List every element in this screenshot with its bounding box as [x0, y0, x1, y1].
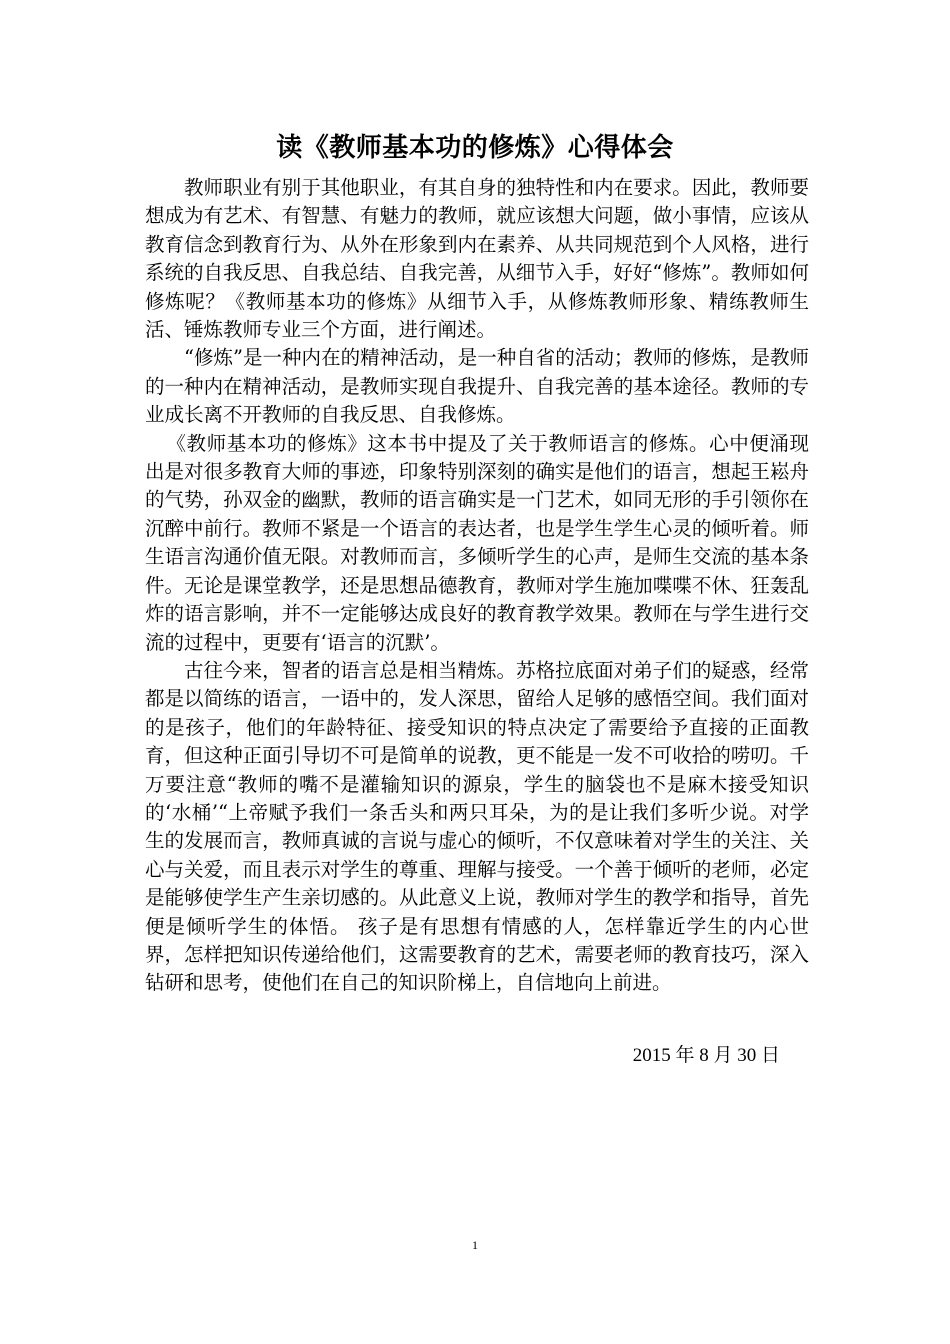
page-number: 1: [472, 1238, 478, 1252]
paragraph-3: 《教师基本功的修炼》这本书中提及了关于教师语言的修炼。心中便涌现出是对很多教育大师的事迹，印象特别深刻的确实是他们的语言，想起王崧舟的气势，孙双金的幽默，教师的语言确实是一门艺术，如同无形的手引领你在沉醉中前行。教师不紧是一个语言的表达者，也是学生学生心灵的倾听着。师生语言沟通价值无限。对教师而言，多倾听学生的心声，是师生交流的基本条件。无论是课堂教学，还是思想品德教育，教师对学生施加喋喋不休、狂轰乱炸的语言影响，并不一定能够达成良好的教育教学效果。教师在与学生进行交流的过程中，更要有‘语言的沉默’。: [145, 431, 809, 654]
document-date: 2015 年 8 月 30 日: [632, 1045, 780, 1066]
paragraph-1: 教师职业有别于其他职业，有其自身的独特性和内在要求。因此，教师要想成为有艺术、有智慧、有魅力的教师，就应该想大问题，做小事情，应该从教育信念到教育行为、从外在形象到内在素养、从共同规范到个人风格，进行系统的自我反思、自我总结、自我完善，从细节入手，好好“修炼”。教师如何修炼呢？《教师基本功的修炼》从细节入手，从修炼教师形象、精练教师生活、锤炼教师专业三个方面，进行阐述。: [145, 176, 809, 342]
paragraph-4: 古往今来，智者的语言总是相当精炼。苏格拉底面对弟子们的疑惑，经常都是以简练的语言，一语中的，发人深思，留给人足够的感悟空间。我们面对的是孩子，他们的年龄特征、接受知识的特点决定了需要给予直接的正面教育，但这种正面引导切不可是简单的说教，更不能是一发不可收拾的唠叨。千万要注意“教师的嘴不是灌输知识的源泉，学生的脑袋也不是麻木接受知识的‘水桶’“上帝赋予我们一条舌头和两只耳朵，为的是让我们多听少说。对学生的发展而言，教师真诚的言说与虚心的倾听，不仅意味着对学生的关注、关心与关爱，而且表示对学生的尊重、理解与接受。一个善于倾听的老师，必定是能够使学生产生亲切感的。从此意义上说，教师对学生的教学和指导，首先便是倾听学生的体悟。 孩子是有思想有情感的人，怎样靠近学生的内心世界，怎样把知识传递给他们，这需要教育的艺术，需要老师的教育技巧，深入钻研和思考，使他们在自己的知识阶梯上，自信地向上前进。: [145, 658, 809, 995]
document-title: 读《教师基本功的修炼》心得体会: [276, 133, 674, 163]
paragraph-2: “修炼”是一种内在的精神活动，是一种自省的活动；教师的修炼，是教师的一种内在精神活动，是教师实现自我提升、自我完善的基本途径。教师的专业成长离不开教师的自我反思、自我修炼。: [145, 346, 809, 427]
document-body: [145, 174, 809, 998]
